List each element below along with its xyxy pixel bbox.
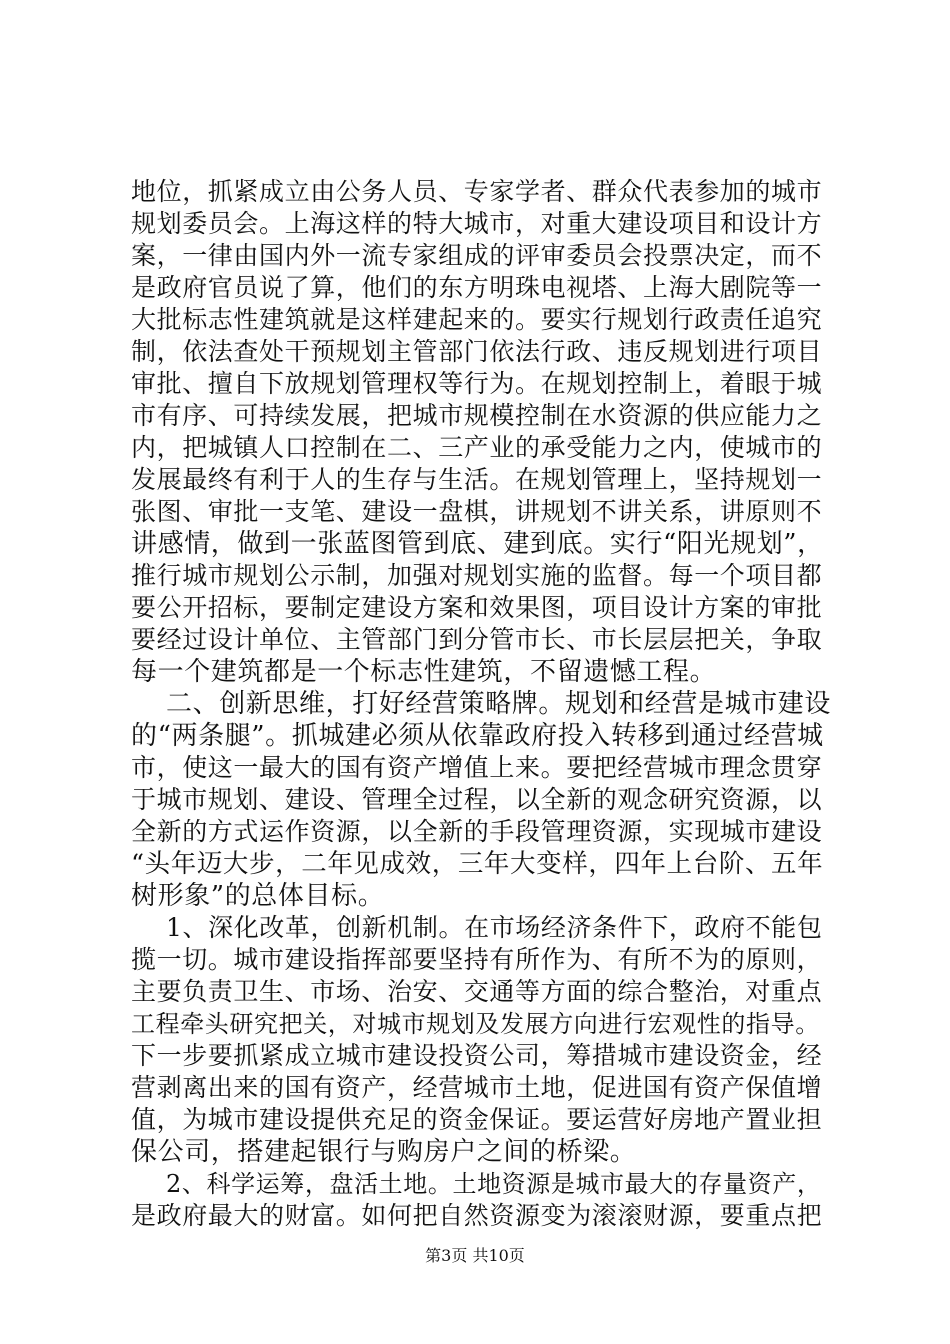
text-line: “头年迈大步，二年见成效，三年大变样，四年上台阶、五年: [131, 849, 824, 879]
text-line: 主要负责卫生、市场、治安、交通等方面的综合整治，对重点: [131, 977, 823, 1006]
text-line: 制，依法查处干预规划主管部门依法行政、违反规划进行项目: [131, 337, 823, 366]
text-line: 发展最终有利于人的生存与生活。在规划管理上，坚持规划一: [131, 465, 823, 494]
page-footer: 第3页 共10页: [425, 1246, 525, 1265]
text-line: 市有序、可持续发展，把城市规模控制在水资源的供应能力之: [131, 401, 823, 430]
text-line: 要公开招标，要制定建设方案和效果图，项目设计方案的审批: [131, 593, 823, 622]
text-line: 每一个建筑都是一个标志性建筑，不留遗憾工程。: [131, 657, 717, 687]
text-line: 推行城市规划公示制，加强对规划实施的监督。每一个项目都: [131, 561, 823, 590]
section-heading-line: 二、创新思维，打好经营策略牌。规划和经营是城市建设: [166, 689, 832, 719]
text-line: 树形象”的总体目标。: [131, 881, 385, 911]
text-line: 地位，抓紧成立由公务人员、专家学者、群众代表参加的城市: [131, 177, 823, 206]
text-line: 讲感情，做到一张蓝图管到底、建到底。实行“阳光规划”，: [131, 529, 824, 559]
text-line: 揽一切。城市建设指挥部要坚持有所作为、有所不为的原则，: [131, 945, 823, 974]
text-line: 市，使这一最大的国有资产增值上来。要把经营城市理念贯穿: [131, 753, 823, 782]
text-line: 下一步要抓紧成立城市建设投资公司，筹措城市建设资金，经: [131, 1041, 823, 1070]
text-line: 规划委员会。上海这样的特大城市，对重大建设项目和设计方: [131, 209, 823, 238]
text-line: 全新的方式运作资源，以全新的手段管理资源，实现城市建设: [131, 817, 823, 846]
text-line: 的“两条腿”。抓城建必须从依靠政府投入转移到通过经营城: [131, 721, 824, 751]
text-line: 是政府官员说了算，他们的东方明珠电视塔、上海大剧院等一: [131, 273, 823, 302]
subsection-line: 2、科学运筹，盘活土地。土地资源是城市最大的存量资产，: [166, 1170, 822, 1198]
text-line: 张图、审批一支笔、建设一盘棋，讲规划不讲关系，讲原则不: [131, 497, 823, 526]
text-line: 于城市规划、建设、管理全过程，以全新的观念研究资源，以: [131, 785, 823, 814]
text-line: 要经过设计单位、主管部门到分管市长、市长层层把关，争取: [131, 625, 823, 654]
text-line: 营剥离出来的国有资产，经营城市土地，促进国有资产保值增: [131, 1073, 823, 1102]
text-line: 保公司，搭建起银行与购房户之间的桥梁。: [131, 1137, 637, 1167]
text-line: 内，把城镇人口控制在二、三产业的承受能力之内，使城市的: [131, 433, 823, 462]
text-line: 工程牵头研究把关，对城市规划及发展方向进行宏观性的指导。: [131, 1010, 820, 1038]
text-line: 审批、擅自下放规划管理权等行为。在规划控制上，着眼于城: [131, 369, 823, 398]
text-line: 是政府最大的财富。如何把自然资源变为滚滚财源，要重点把: [131, 1201, 823, 1230]
text-line: 值，为城市建设提供充足的资金保证。要运营好房地产置业担: [131, 1105, 823, 1134]
text-line: 案，一律由国内外一流专家组成的评审委员会投票决定，而不: [131, 241, 823, 270]
text-line: 大批标志性建筑就是这样建起来的。要实行规划行政责任追究: [131, 305, 823, 334]
subsection-line: 1、深化改革，创新机制。在市场经济条件下，政府不能包: [166, 913, 823, 942]
